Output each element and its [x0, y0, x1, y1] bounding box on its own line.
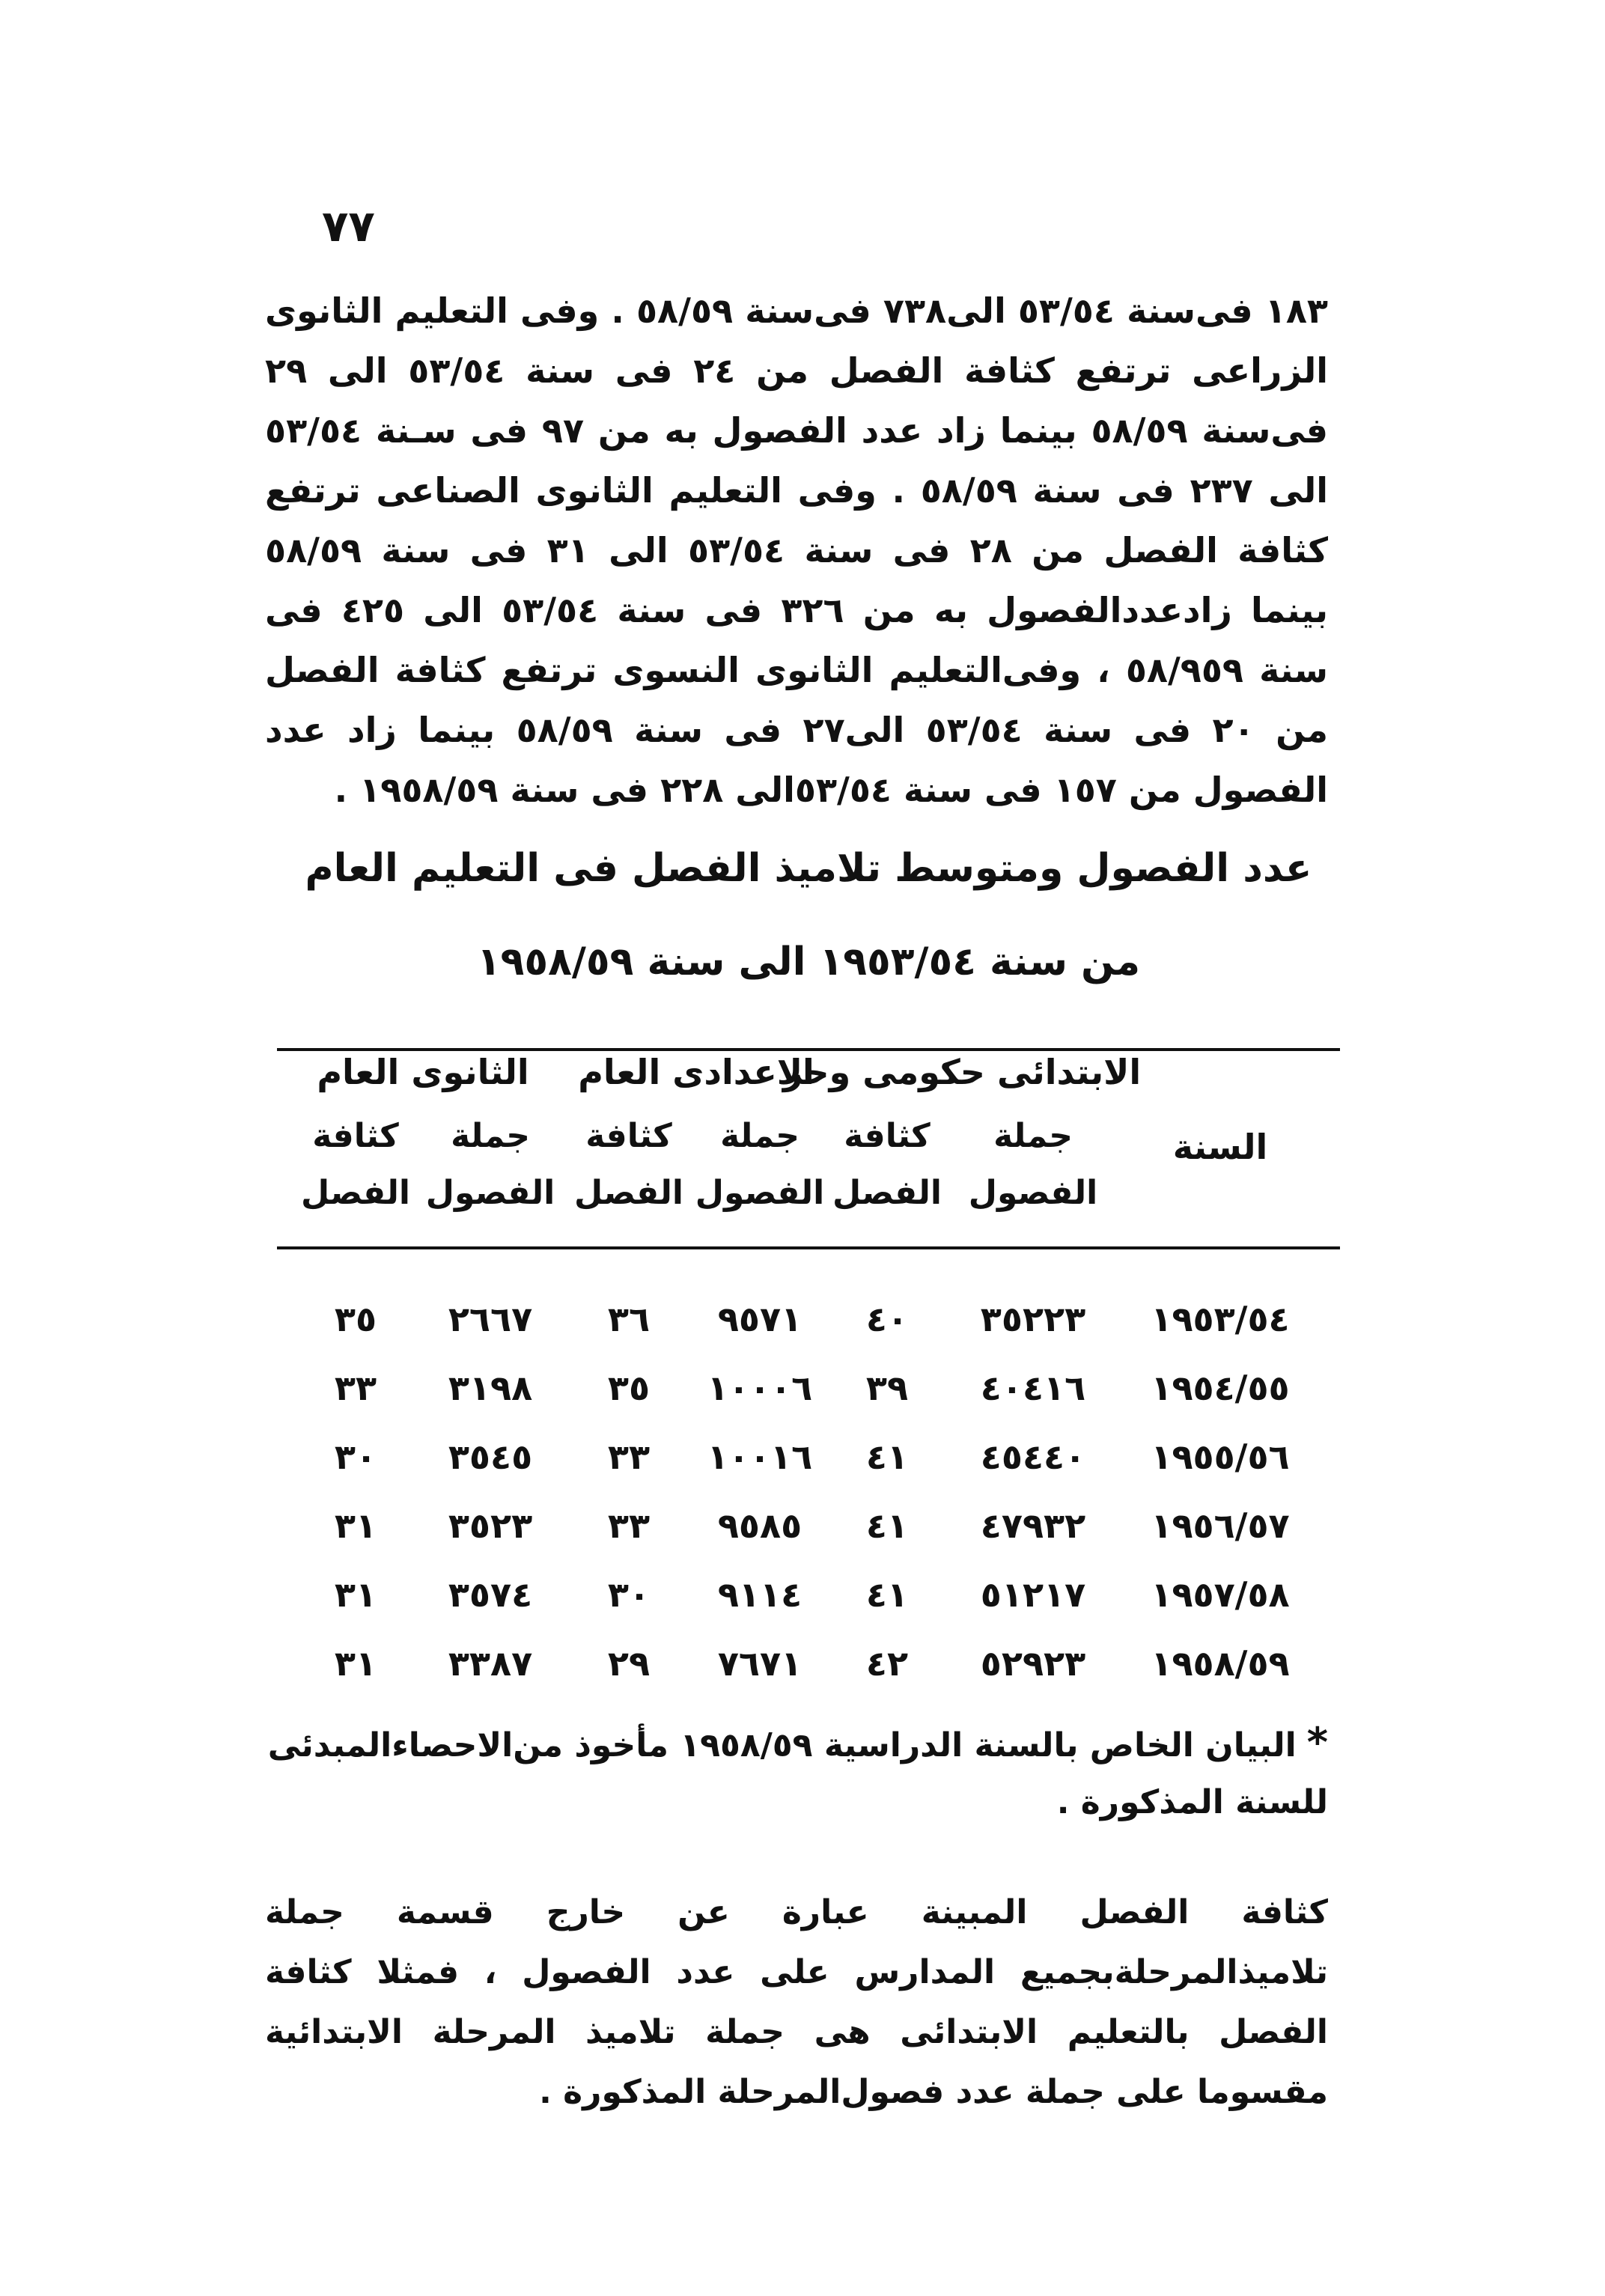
column-header-line1: جملة — [451, 1117, 530, 1155]
year-column-header: السنة — [1172, 1127, 1268, 1167]
table-cell: ٩٥٧١ — [717, 1299, 802, 1339]
column-header-line2: الفصول — [695, 1174, 825, 1212]
table-cell: ٤١ — [865, 1574, 909, 1615]
table-cell: ٤٢ — [865, 1643, 909, 1684]
table-cell: ٣١ — [334, 1574, 377, 1615]
table-cell: ٤٠ — [865, 1299, 909, 1339]
table-cell: ١٠٠٠٦ — [707, 1368, 813, 1408]
table-cell: ٣٥ — [334, 1299, 377, 1339]
table-cell: ٥٢٩٢٣ — [980, 1643, 1086, 1684]
table-subtitle: من سنة ١٩٥٣/٥٤ الى سنة ١٩٥٨/٥٩ — [476, 940, 1141, 984]
table-cell: ٣٣ — [607, 1505, 651, 1546]
table-cell-year: ١٩٥٧/٥٨ — [1151, 1574, 1290, 1615]
column-header-line1: جملة — [993, 1117, 1073, 1155]
footnote — [265, 1714, 1328, 1831]
column-header-line1: كثافة — [844, 1117, 931, 1155]
table-cell: ٣٥٢٢٣ — [980, 1299, 1086, 1339]
body-paragraph: ١٨٣ فى‌سنة ٥٣/٥٤ الى٧٣٨ فى‌سنة ٥٨/٥٩ . وفى التعليم الثانوى الزراعى ترتفع كثافة الفصل من ٢٤ فى سنة ٥٣/٥٤ الى ٢٩ فى‌سنة ٥٨/٥٩ بينما زاد عدد الفصول به من ٩٧ فى سـنة ٥٣/٥٤ الى ٢٣٧ فى سنة ٥٨/٥٩ . وفى التعليم الثانوى الصناعى ترتفع كثافة الفصل من ٢٨ فى سنة ٥٣/٥٤ الى ٣١ فى سنة ٥٨/٥٩ بينما زادعددالفصول به من ٣٢٦ فى سنة ٥٣/٥٤ الى ٤٢٥ فى سنة ٥٨/٩٥٩ ، وفى‌التعليم الثانوى النسوى ترتفع كثافة الفصل من ٢٠ فى سنة ٥٣/٥٤ الى‌٢٧ فى سنة ٥٨/٥٩ بينما زاد عدد الفصول من ١٥٧ فى سنة ٥٣/٥٤الى ٢٢٨ فى سنة ١٩٥٨/٥٩ . — [265, 290, 1329, 810]
table-cell: ٣١ — [334, 1643, 377, 1684]
column-header-line1: كثافة — [312, 1117, 399, 1155]
table-cell: ٥١٢١٧ — [980, 1574, 1086, 1615]
table-cell: ٤٧٩٣٢ — [980, 1505, 1086, 1546]
table-cell-year: ١٩٥٨/٥٩ — [1151, 1643, 1290, 1684]
table-cell: ٣٣٨٧ — [448, 1643, 533, 1684]
table-cell: ٩١١٤ — [717, 1574, 802, 1615]
table-top-rule — [277, 1048, 1340, 1051]
table-cell: ٩٥٨٥ — [717, 1505, 802, 1546]
table-title: عدد الفصول ومتوسط تلاميذ الفصل فى التعليم العام — [305, 846, 1312, 891]
definition-paragraph: كثافة الفصل المبينة عبارة عن خارج قسمة جملة تلاميذالمرحلةبجميع المدارس على عدد الفصول ، فمثلا كثافة الفصل بالتعليم الابتدائى هى جملة تلاميذ المرحلة الابتدائية مقسوما على جملة عدد فصول‌المرحلة المذكورة . — [265, 1893, 1328, 2111]
table-cell: ١٠٠١٦ — [707, 1437, 813, 1477]
table-cell: ٣٥٢٣ — [448, 1505, 533, 1546]
table-cell-year: ١٩٥٣/٥٤ — [1151, 1299, 1290, 1339]
table-cell: ٣١٩٨ — [448, 1368, 533, 1408]
table-cell: ٤٠٤١٦ — [980, 1368, 1086, 1408]
column-header — [574, 1108, 683, 1222]
table-cell: ٤١ — [865, 1505, 909, 1546]
table-cell: ٢٩ — [607, 1643, 651, 1684]
footnote-text: البيان الخاص بالسنة الدراسية ١٩٥٨/٥٩ مأخوذ من‌الاحصاءالمبدئى للسنة المذكورة . — [267, 1726, 1328, 1821]
table-cell: ٤٥٤٤٠ — [980, 1437, 1086, 1477]
table-cell: ٣٥٧٤ — [448, 1574, 533, 1615]
table-cell: ٣٥٤٥ — [448, 1437, 533, 1477]
group-header-secondary: الثانوى العام — [317, 1052, 529, 1092]
table-cell: ٢٦٦٧ — [448, 1299, 533, 1339]
column-header — [426, 1108, 555, 1222]
column-header-line2: الفصل — [832, 1174, 942, 1212]
group-header-primary: الابتدائى حكومى وحر — [782, 1052, 1142, 1092]
table-cell: ٣٦ — [607, 1299, 651, 1339]
column-header — [301, 1108, 410, 1222]
column-header-line1: جملة — [720, 1117, 800, 1155]
table-cell: ٣٠ — [607, 1574, 651, 1615]
column-header-line2: الفصل — [574, 1174, 683, 1212]
table-cell: ٤١ — [865, 1437, 909, 1477]
table-header-rule — [277, 1246, 1340, 1249]
table-cell: ٣٥ — [607, 1368, 651, 1408]
table-cell: ٣١ — [334, 1505, 377, 1546]
table-cell: ٧٦٧١ — [717, 1643, 802, 1684]
column-header-line2: الفصل — [301, 1174, 410, 1212]
column-header-line2: الفصول — [425, 1174, 555, 1212]
table-cell: ٣٩ — [865, 1368, 909, 1408]
table-cell: ٣٣ — [607, 1437, 651, 1477]
table-cell-year: ١٩٥٥/٥٦ — [1151, 1437, 1290, 1477]
column-header-line2: الفصول — [968, 1174, 1098, 1212]
footnote-mark: * — [1306, 1719, 1328, 1766]
table-cell: ٣٣ — [334, 1368, 377, 1408]
column-header-line1: كثافة — [585, 1117, 672, 1155]
table-cell-year: ١٩٥٦/٥٧ — [1151, 1505, 1290, 1546]
table-cell: ٣٠ — [334, 1437, 377, 1477]
column-header — [969, 1108, 1097, 1222]
table-cell-year: ١٩٥٤/٥٥ — [1151, 1368, 1290, 1408]
column-header — [832, 1108, 942, 1222]
column-header — [695, 1108, 824, 1222]
group-header-preparatory: الاعدادى العام — [578, 1052, 814, 1092]
page-number: ٧٧ — [322, 201, 375, 252]
